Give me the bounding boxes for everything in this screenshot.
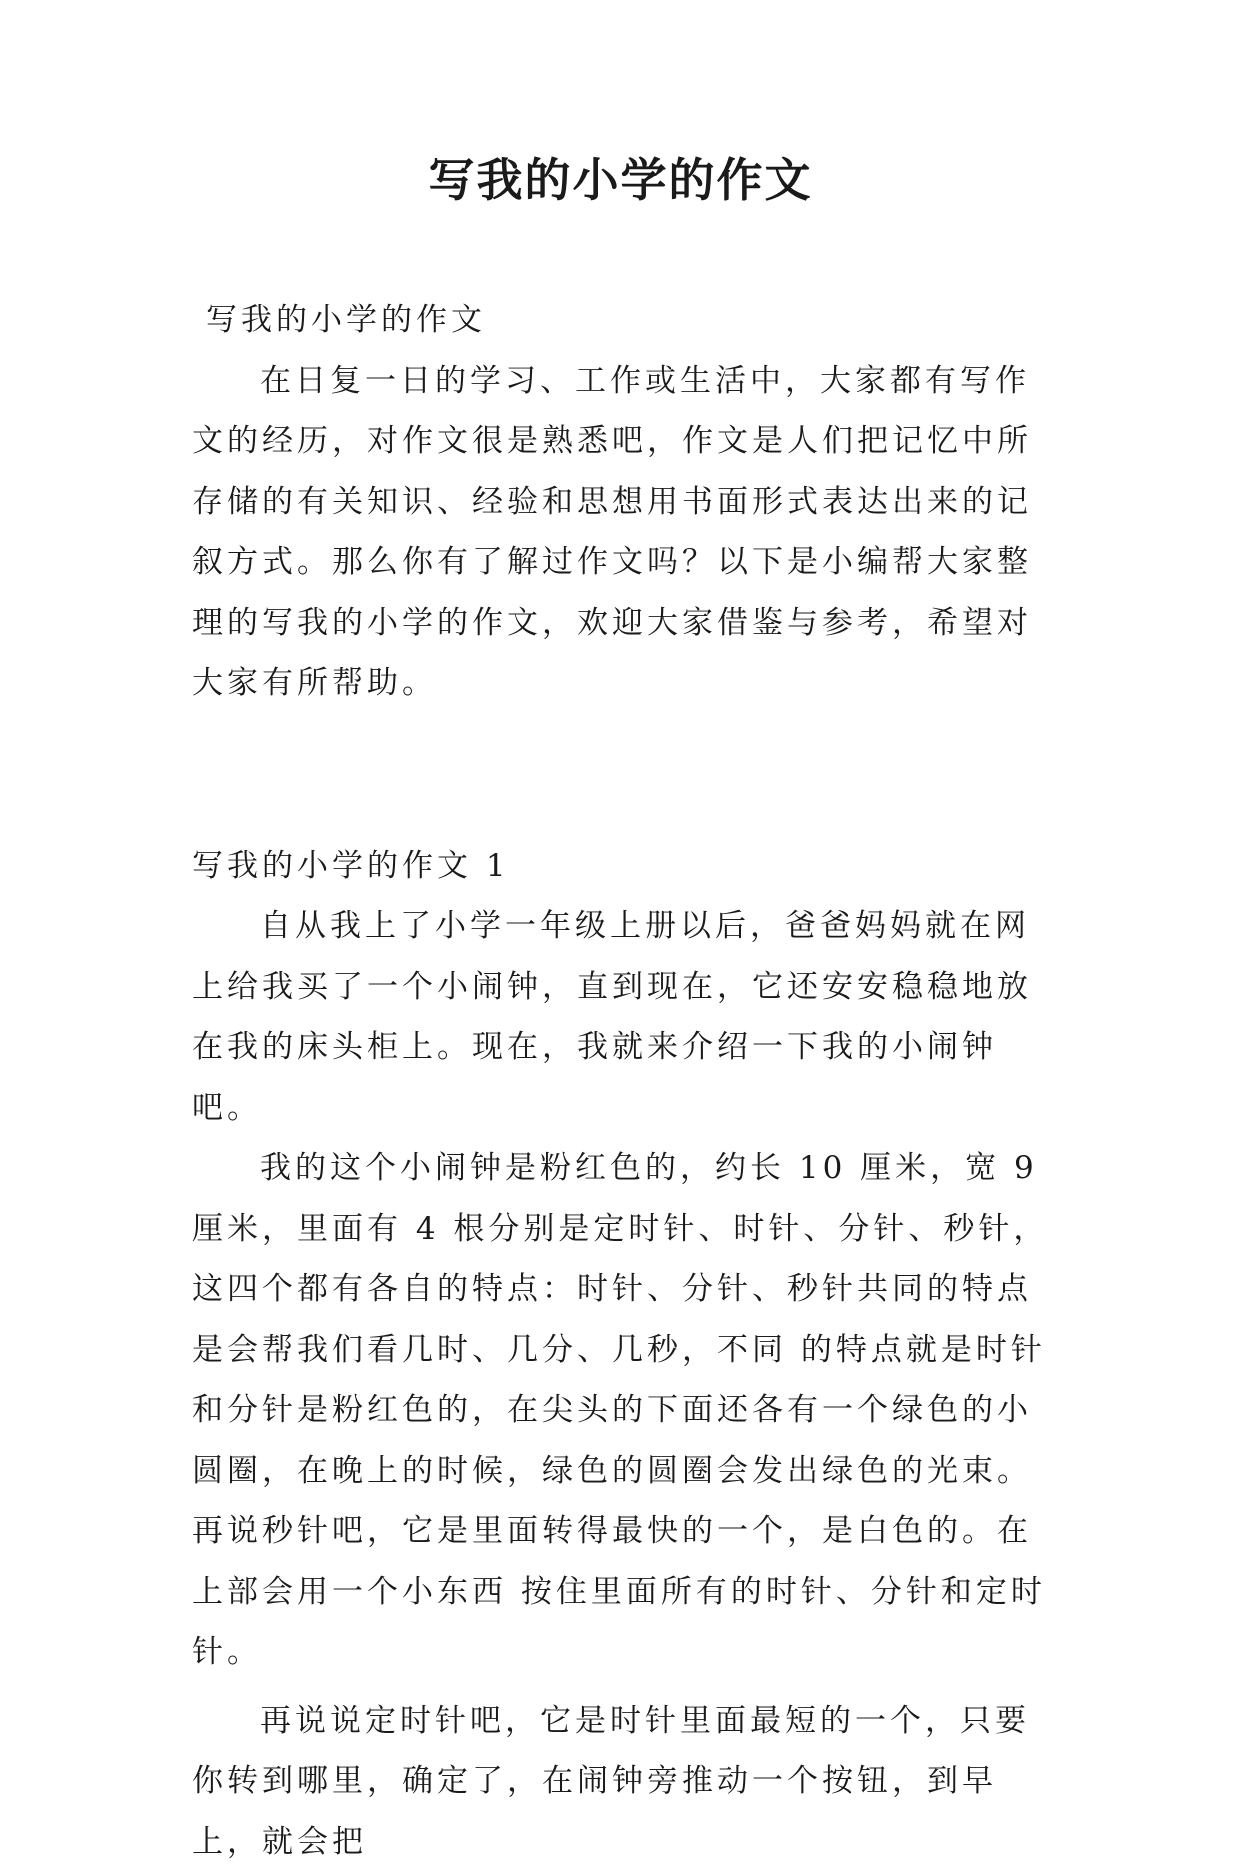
body-paragraph-1: 自从我上了小学一年级上册以后，爸爸妈妈就在网上给我买了一个小闹钟，直到现在，它还安安稳稳地放在我的床头柜上。现在，我就来介绍一下我的小闹钟吧。 [192,896,1062,1138]
body-paragraph-3: 再说说定时针吧，它是时针里面最短的一个，只要你转到哪里，确定了，在闹钟旁推动一个按钮，到早上，就会把 [192,1691,1062,1872]
intro-paragraph: 在日复一日的学习、工作或生活中，大家都有写作文的经历，对作文很是熟悉吧，作文是人们把记忆中所存储的有关知识、经验和思想用书面形式表达出来的记叙方式。那么你有了解过作文吗？以下是小编帮大家整理的写我的小学的作文，欢迎大家借鉴与参考，希望对大家有所帮助。 [192,351,1062,714]
body-paragraph-2: 我的这个小闹钟是粉红色的，约长 10 厘米，宽 9 厘米，里面有 4 根分别是定时针、时针、分针、秒针，这四个都有各自的特点：时针、分针、秒针共同的特点是会帮我们看几时、几分、几秒，不同 的特点就是时针和分针是粉红色的，在尖头的下面还各有一个绿色的小圆圈，在晚上的时候，绿色的圆圈会发出绿色的光束。再说秒针吧，它是里面转得最快的一个，是白色的。在上部会用一个小东西 按住里面所有的时针、分针和定时针。 [192,1138,1062,1683]
document-title: 写我的小学的作文 [0,152,1241,208]
document-subtitle: 写我的小学的作文 [192,290,1062,351]
section-heading: 写我的小学的作文 1 [192,836,1062,897]
document-body [192,290,1062,1872]
section-spacer [192,714,1062,836]
